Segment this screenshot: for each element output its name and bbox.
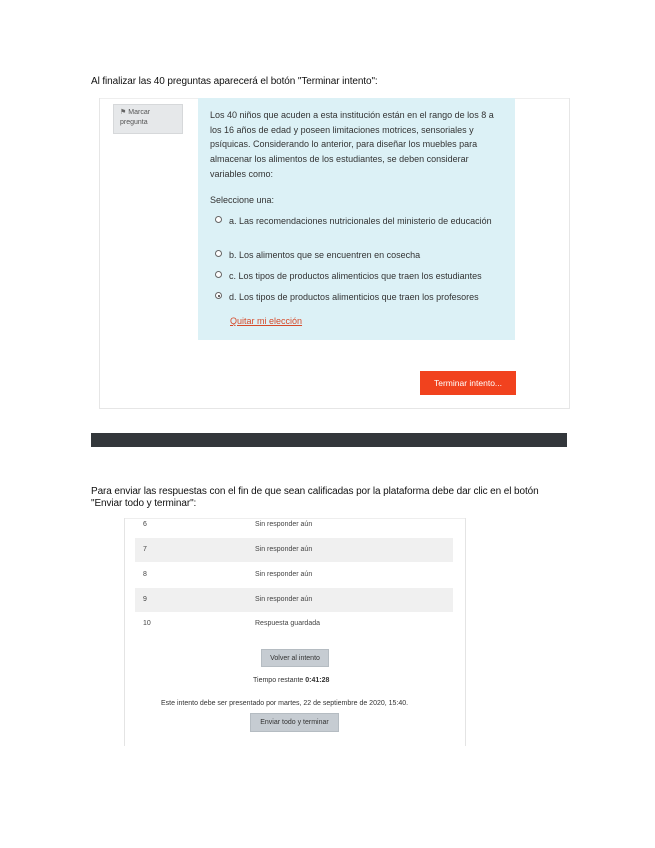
table-row — [135, 563, 453, 587]
submit-all-button[interactable]: Enviar todo y terminar — [250, 713, 339, 732]
row-status: Sin responder aún — [255, 571, 313, 578]
quiz-question-screenshot — [99, 98, 570, 409]
flag-label-2: pregunta — [120, 119, 148, 126]
option-a-label: a. Las recomendaciones nutricionales del ministerio de educación — [229, 216, 492, 226]
option-b[interactable] — [215, 248, 515, 264]
attempt-summary-screenshot — [124, 518, 466, 746]
table-row — [135, 538, 453, 562]
question-box — [198, 98, 515, 340]
option-a[interactable] — [215, 214, 515, 244]
flag-label-1: Marcar — [128, 109, 151, 116]
row-number: 9 — [143, 596, 147, 603]
flag-question-button[interactable] — [113, 104, 183, 134]
flag-icon: ⚑ — [120, 109, 127, 116]
radio-a[interactable] — [215, 216, 222, 223]
question-text: Los 40 niños que acuden a esta institución están en el rango de los 8 a los 16 años de edad y poseen limitaciones motrices, sensoriales y psíquicas. Considerando lo anterior, para diseñar los muebles para almacenar los alimentos de los estudiantes, se deben considerar variables como: — [210, 110, 494, 179]
option-c[interactable] — [215, 269, 515, 285]
row-number: 6 — [143, 521, 147, 528]
table-row — [135, 588, 453, 612]
row-status: Respuesta guardada — [255, 620, 320, 627]
row-status: Sin responder aún — [255, 596, 313, 603]
radio-b[interactable] — [215, 250, 222, 257]
option-d[interactable] — [215, 290, 515, 306]
select-label: Seleccione una: — [210, 195, 275, 205]
time-label: Tiempo restante — [253, 677, 304, 684]
radio-d-selected[interactable] — [215, 292, 222, 299]
intro-text-submit: Para enviar las respuestas con el fin de que sean calificadas por la plataforma debe dar clic en el botón "Enviar todo y terminar": — [91, 486, 539, 509]
row-number: 8 — [143, 571, 147, 578]
row-number: 7 — [143, 546, 147, 553]
row-status: Sin responder aún — [255, 546, 313, 553]
option-b-label: b. Los alimentos que se encuentren en cosecha — [229, 250, 421, 260]
time-remaining — [253, 677, 329, 684]
table-row — [135, 612, 453, 636]
return-to-attempt-button[interactable]: Volver al intento — [261, 649, 329, 667]
radio-c[interactable] — [215, 271, 222, 278]
clear-choice-link[interactable]: Quitar mi elección — [230, 316, 303, 326]
option-d-label: d. Los tipos de productos alimenticios que traen los profesores — [229, 292, 479, 302]
row-status: Sin responder aún — [255, 521, 313, 528]
finish-attempt-button[interactable]: Terminar intento... — [420, 371, 516, 395]
deadline-text: Este intento debe ser presentado por martes, 22 de septiembre de 2020, 15:40. — [161, 700, 409, 707]
row-number: 10 — [143, 620, 151, 627]
option-c-label: c. Los tipos de productos alimenticios que traen los estudiantes — [229, 271, 482, 281]
dark-separator-bar — [91, 433, 567, 447]
time-value: 0:41:28 — [305, 677, 330, 684]
table-row — [135, 513, 453, 537]
intro-text-finish: Al finalizar las 40 preguntas aparecerá el botón "Terminar intento": — [91, 76, 378, 87]
